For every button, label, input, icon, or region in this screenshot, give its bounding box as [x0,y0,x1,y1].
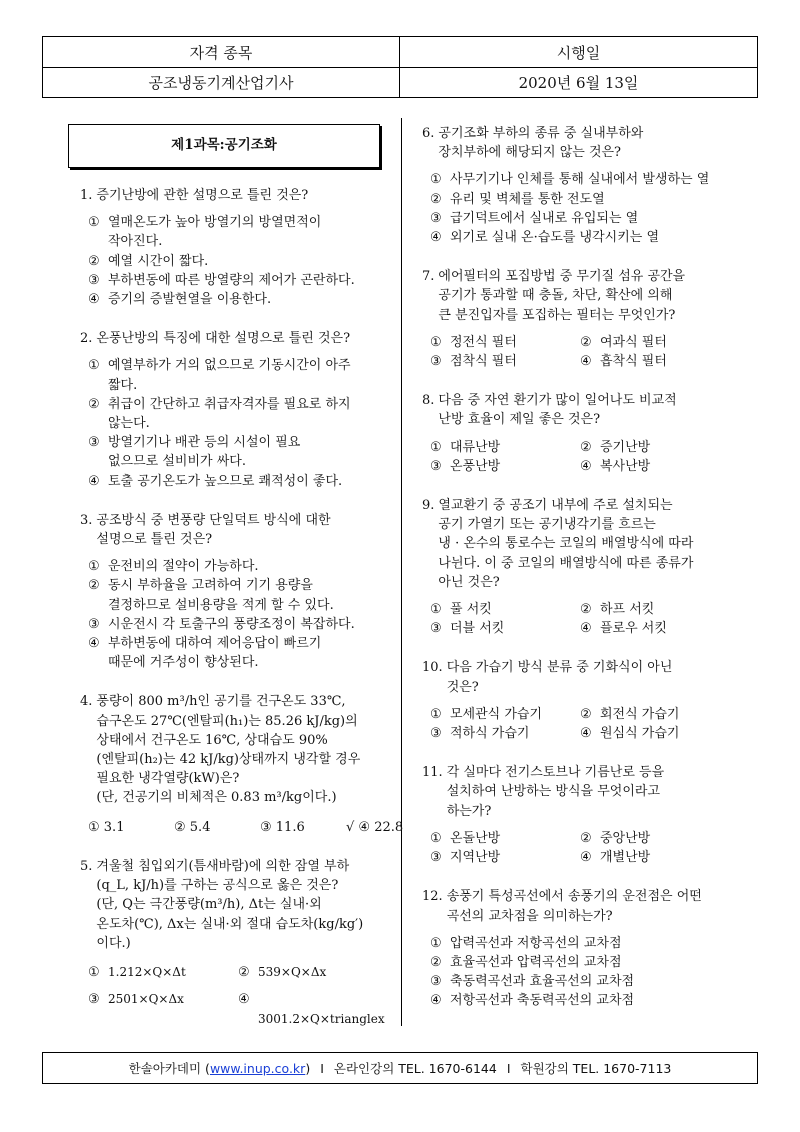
choice-marker: ④ [88,473,100,489]
question-8 [422,391,744,476]
choice-2 [88,252,392,271]
choice-3: ③ 11.6 [260,819,305,835]
left-column [80,124,404,1049]
choice-text: 플로우 서킷 [600,621,667,637]
choice-text: 회전식 가습기 [600,706,680,722]
footer-separator: I [320,1060,324,1076]
choice-marker: ① [430,602,442,618]
choice-marker: ② [580,602,592,618]
choice-1 [430,705,580,724]
choice-1 [88,557,392,576]
choice-text: 대류난방 [450,439,501,455]
question-stem: 공기조화 부하의 종류 중 실내부하와 장치부하에 해당되지 않는 것은? [438,126,644,161]
choice-text: 모세관식 가습기 [450,706,543,722]
choice-text: 운전비의 절약이 가능하다. [108,559,259,575]
choice-4 [580,619,730,638]
choice-marker: ② [430,954,442,970]
choice-1 [430,438,580,457]
choice-text: 더블 서킷 [450,621,505,637]
choice-2: ② 5.4 [174,819,211,835]
choice-text: 점착식 필터 [450,354,517,370]
choice-4 [88,290,392,309]
question-5 [80,857,392,1029]
question-stem: 다음 중 자연 환기가 많이 일어나도 비교적 난방 효율이 제일 좋은 것은? [438,393,677,428]
choice-marker: ④ [580,458,592,474]
question-stem: 각 실마다 전기스토브나 기름난로 등을 설치하여 난방하는 방식을 무엇이라고 하는가? [446,765,665,819]
question-11 [422,763,744,867]
question-stem: 겨울철 침입외기(틈새바람)에 의한 잠열 부하 (q_L, kJ/h)를 구하는 공식으로 옳은 것은? (단, Q는 극간풍량(m³/h), Δt는 실내·외 온도차(℃), Δx는 실내·외 절대 습도차(kg/kg′) 이다.) [96,858,364,951]
choice-marker: ③ [430,726,442,742]
choice-marker: ③ [88,616,100,632]
choice-4-marked: √ ④ 22.8 [346,819,404,835]
choice-3 [430,352,580,371]
choice-text: 유리 및 벽체를 통한 전도열 [450,191,605,207]
choice-text: 축동력곡선과 효율곡선의 교차점 [450,974,635,990]
question-number: 1. [80,188,93,203]
choice-text: 압력곡선과 저항곡선의 교차점 [450,935,622,951]
choice-text: 복사난방 [600,458,651,474]
choice-text: 토출 공기온도가 높으므로 쾌적성이 좋다. [108,473,343,489]
question-12 [422,887,744,1010]
formula-choice-3: 2501×Q×Δx [108,992,184,1007]
choice-marker: ③ [88,272,100,288]
choice-1 [88,213,392,251]
choice-text: 방열기기나 배관 등의 시설이 필요 없으므로 설비비가 싸다. [108,435,301,470]
academy-name: 한솔아카데미 [128,1061,202,1076]
choice-text: 부하변동에 따른 방열량의 제어가 곤란하다. [108,272,355,288]
choice-marker: ③ [88,435,100,451]
choice-text: 정전식 필터 [450,334,517,350]
choice-text: 저항곡선과 축동력곡선의 교차점 [450,993,635,1009]
choice-marker: ① [430,172,442,188]
choice-4 [580,848,730,867]
footer-separator: I [506,1060,511,1076]
choice-marker: ④ [238,992,250,1008]
choice-text: 원심식 가습기 [600,726,680,742]
choice-marker: ④ [88,292,100,308]
question-10 [422,658,744,743]
choice-2 [580,438,730,457]
choice-2 [88,576,392,614]
online-lecture-phone: 온라인강의 TEL. 1670-6144 [333,1061,497,1076]
choice-marker: ① [430,830,442,846]
choice-2 [88,395,392,433]
choice-marker: ② [430,191,442,207]
question-stem: 공조방식 중 변풍량 단일덕트 방식에 대한 설명으로 틀린 것은? [96,512,331,548]
choice-text: 적하식 가습기 [450,726,530,742]
offline-lecture-phone: 학원강의 TEL. 1670-7113 [520,1061,672,1076]
choice-marker: ① [88,215,100,231]
choice-4 [88,634,392,672]
question-4 [80,692,404,836]
choice-text: 열매온도가 높아 방열기의 방열면적이 작아진다. [108,215,322,250]
question-number: 10. [422,660,443,676]
choice-3 [430,457,580,476]
choice-marker: ① [88,358,100,374]
choice-marker: ① [430,334,442,350]
choice-4 [430,228,744,247]
choice-text: 시운전시 각 토출구의 풍량조정이 복잡하다. [108,616,355,632]
question-number: 6. [422,126,435,141]
choice-marker: ② [580,706,592,722]
choice-4 [430,991,744,1010]
question-number: 7. [422,269,435,285]
choice-3 [88,615,392,634]
question-stem: 에어필터의 포집방법 중 무기질 섬유 공간을 공기가 통과할 때 충돌, 차단, 확산에 의해 큰 분진입자를 포집하는 필터는 무엇인가? [438,269,686,323]
choice-4 [580,457,730,476]
choice-text: 외기로 실내 온·습도를 냉각시키는 열 [450,230,660,246]
choice-3 [430,972,744,991]
choice-marker: ② [580,334,592,350]
question-number: 3. [80,512,93,528]
choice-4 [580,352,730,371]
choice-marker: ② [238,964,250,980]
choice-1 [430,170,744,189]
choice-text: 증기난방 [600,439,651,455]
choice-text: 지역난방 [450,850,501,866]
choice-marker: ② [88,578,100,594]
choice-1 [430,333,580,352]
subject-title-box: 제1과목:공기조화 [68,124,380,168]
question-2 [80,329,392,491]
question-number: 11. [422,765,443,781]
question-stem: 다음 가습기 방식 분류 중 기화식이 아닌 것은? [446,660,673,695]
question-number: 9. [422,498,435,514]
choice-marker: ③ [430,210,442,226]
choice-3 [430,619,580,638]
choice-4 [580,724,730,743]
exam-header-table [42,36,758,98]
formula-choice-4: 3001.2×Q×trianglex [258,1012,385,1027]
question-7 [422,267,744,371]
header-label-date: 시행일 [556,43,601,62]
choice-1 [430,934,744,953]
choice-text: 사무기기나 인체를 통해 실내에서 발생하는 열 [450,172,710,188]
choice-marker: ③ [88,992,100,1008]
question-stem: 풍량이 800 m³/h인 공기를 건구온도 33℃, 습구온도 27℃(엔탈피(h₁)는 85.26 kJ/kg)의 상태에서 건구온도 16℃, 상대습도 90% (엔탈피(h₂)는 42 kJ/kg)상태까지 냉각할 경우 필요한 냉각열량(kW)은? (단, 건공기의 비체적은 0.83 m³/kg이다.) [96,694,361,806]
formula-choice-2: 539×Q×Δx [258,964,327,979]
choice-marker: ② [580,439,592,455]
question-number: 5. [80,858,93,874]
choice-text: 동시 부하율을 고려하여 기기 용량을 결정하므로 설비용량을 적게 할 수 있다. [108,578,334,613]
choice-marker: ④ [88,636,100,652]
question-9 [422,496,744,638]
choice-marker: ④ [580,850,592,866]
choice-marker: ① [430,439,442,455]
choice-text: 예열 시간이 짧다. [108,253,209,269]
choice-marker: ④ [580,354,592,370]
choice-marker: ③ [430,458,442,474]
choice-4 [88,472,392,491]
choice-marker: ④ [430,230,442,246]
choice-text: 급기덕트에서 실내로 유입되는 열 [450,210,639,226]
choice-2 [430,953,744,972]
column-divider [401,118,402,1026]
header-value-subject: 공조냉동기계산업기사 [43,67,400,97]
academy-website-link[interactable]: www.inup.co.kr [209,1060,306,1076]
choice-3 [430,848,580,867]
choice-marker: ① [88,964,100,980]
choice-marker: ③ [430,354,442,370]
choice-2 [580,705,730,724]
header-value-date: 2020년 6월 13일 [518,73,639,92]
choice-marker: ① [430,935,442,951]
choice-text: 개별난방 [600,850,651,866]
question-number: 8. [422,393,435,409]
choice-marker: ④ [580,726,592,742]
choice-text: 취급이 간단하고 취급자격자를 필요로 하지 않는다. [108,396,351,432]
question-stem: 송풍기 특성곡선에서 송풍기의 운전점은 어떤 곡선의 교차점을 의미하는가? [446,889,702,924]
choice-2 [580,829,730,848]
choice-text: 온돌난방 [450,830,501,846]
formula-choice-1: 1.212×Q×Δt [108,964,186,979]
question-number: 12. [422,889,443,905]
choice-1 [430,600,580,619]
choice-3 [430,724,580,743]
choice-3 [88,271,392,290]
choice-3 [88,433,392,471]
choice-marker: ② [580,830,592,846]
question-number: 4. [80,694,93,710]
choice-text: 부하변동에 대하여 제어응답이 빠르기 때문에 거주성이 향상된다. [108,636,322,671]
choice-text: 하프 서킷 [600,602,655,618]
header-label-subject: 자격 종목 [43,37,400,67]
question-number: 2. [80,331,93,347]
choice-3 [430,209,744,228]
choice-2 [580,600,730,619]
choice-text: 중앙난방 [600,830,651,846]
question-stem: 열교환기 중 공조기 내부에 주로 설치되는 공기 가열기 또는 공기냉각기를 흐르는 냉 · 온수의 통로수는 코일의 배열방식에 따라 나뉜다. 이 중 코일의 배열방식에 따른 종류가 아닌 것은? [438,498,694,590]
choice-1 [430,829,580,848]
right-column [422,124,744,1031]
question-stem: 온풍난방의 특징에 대한 설명으로 틀린 것은? [96,331,351,347]
choice-text: 여과식 필터 [600,334,667,350]
choice-marker: ③ [430,850,442,866]
choice-1: ① 3.1 [88,819,125,835]
choice-marker: ③ [430,974,442,990]
choice-text: 흡착식 필터 [600,354,667,370]
choice-text: 온풍난방 [450,458,501,474]
choice-marker: ③ [430,621,442,637]
question-stem: 증기난방에 관한 설명으로 틀린 것은? [96,188,309,203]
choice-marker: ② [88,253,100,269]
choice-text: 풀 서킷 [450,602,492,618]
choice-text: 증기의 증발현열을 이용한다. [108,292,272,308]
choice-2 [430,190,744,209]
choice-2 [580,333,730,352]
choice-text: 예열부하가 거의 없으므로 기동시간이 아주 짧다. [108,358,351,393]
choice-marker: ② [88,396,100,412]
choice-marker: ④ [580,621,592,637]
question-3 [80,511,392,673]
choice-1 [88,356,392,394]
footer-contact-bar: 한솔아카데미 ( www.inup.co.kr ) I 온라인강의 TEL. 1670-6144 I 학원강의 TEL. 1670-7113 [42,1052,758,1084]
choice-marker: ④ [430,993,442,1009]
choice-marker: ① [430,706,442,722]
choice-marker: ① [88,559,100,575]
choice-text: 효율곡선과 압력곡선의 교차점 [450,954,622,970]
question-6 [422,124,744,247]
question-1 [80,186,392,309]
